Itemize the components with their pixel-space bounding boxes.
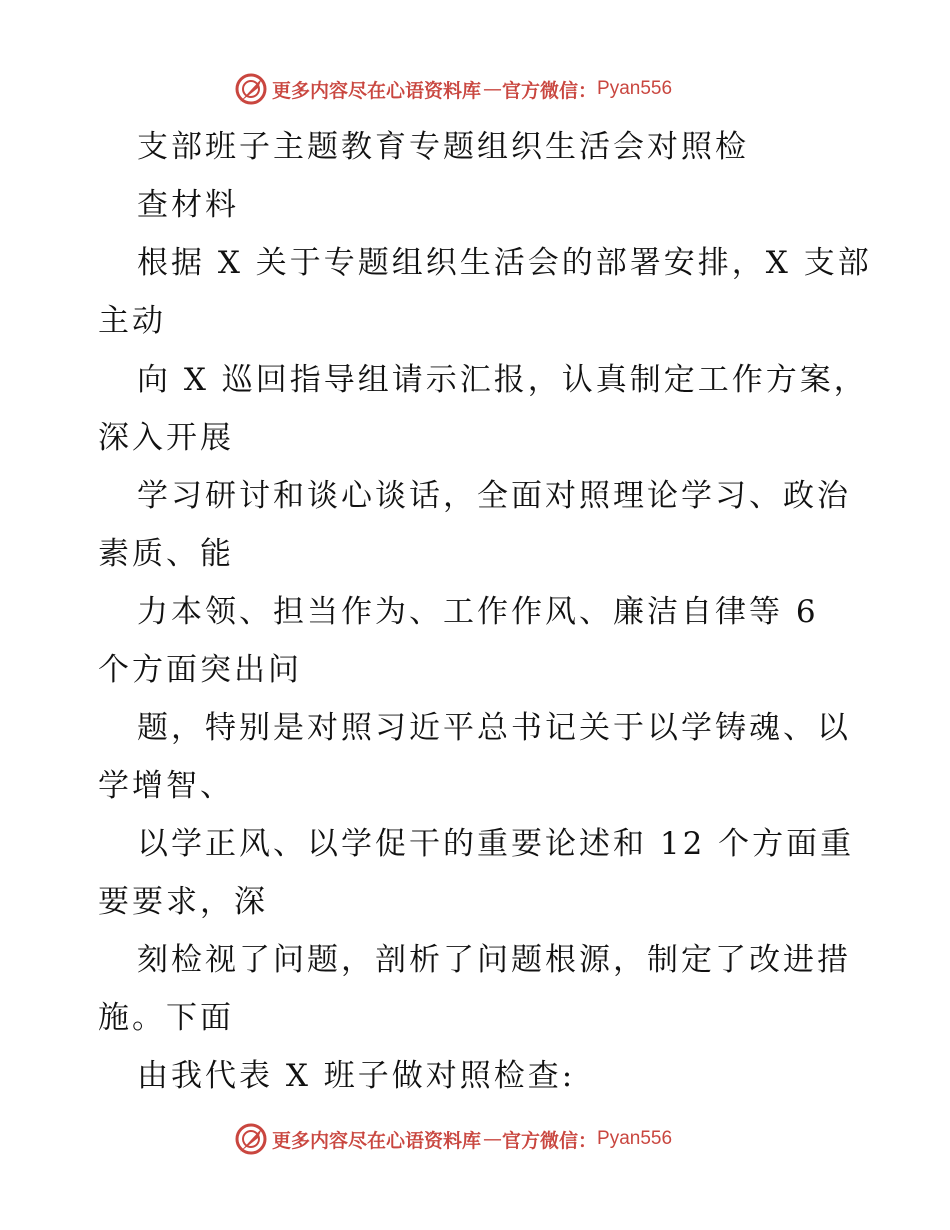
quill-seal-icon [234, 1122, 268, 1156]
document-title-line-1: 支部班子主题教育专题组织生活会对照检 [137, 129, 749, 165]
body-line: 施。下面 [98, 1000, 234, 1036]
body-line: 主动 [98, 303, 166, 339]
document-title-line-2: 查材料 [137, 187, 239, 223]
watermark-banner-top [234, 71, 734, 107]
body-line: 刻检视了问题，剖析了问题根源，制定了改进措 [137, 942, 851, 978]
watermark-contact-text: 官方微信： [502, 1129, 598, 1152]
watermark-separator: — [483, 1128, 503, 1150]
body-line: 题，特别是对照习近平总书记关于以学铸魂、以 [137, 710, 851, 746]
body-line: 力本领、担当作为、工作作风、廉洁自律等 6 [137, 594, 819, 630]
body-line: 以学正风、以学促干的重要论述和 12 个方面重 [137, 826, 855, 862]
watermark-contact-id: Pyan556 [597, 78, 673, 99]
body-line: 个方面突出问 [98, 652, 302, 688]
body-line: 要要求，深 [98, 884, 268, 920]
watermark-contact-text: 官方微信： [502, 79, 598, 102]
quill-seal-icon [234, 72, 268, 106]
body-line: 素质、能 [98, 536, 234, 572]
body-line: 学习研讨和谈心谈话，全面对照理论学习、政治 [137, 478, 851, 514]
body-line: 深入开展 [98, 420, 234, 456]
body-line: 根据 X 关于专题组织生活会的部署安排，X 支部 [137, 245, 872, 281]
body-line: 学增智、 [98, 768, 234, 804]
watermark-banner-bottom [234, 1121, 734, 1157]
watermark-contact-id: Pyan556 [597, 1128, 673, 1149]
watermark-site-text: 更多内容尽在心语资料库 [272, 79, 482, 102]
watermark-separator: — [483, 78, 503, 100]
body-line: 由我代表 X 班子做对照检查: [137, 1058, 576, 1094]
watermark-site-text: 更多内容尽在心语资料库 [272, 1129, 482, 1152]
body-line: 向 X 巡回指导组请示汇报，认真制定工作方案， [137, 362, 868, 398]
